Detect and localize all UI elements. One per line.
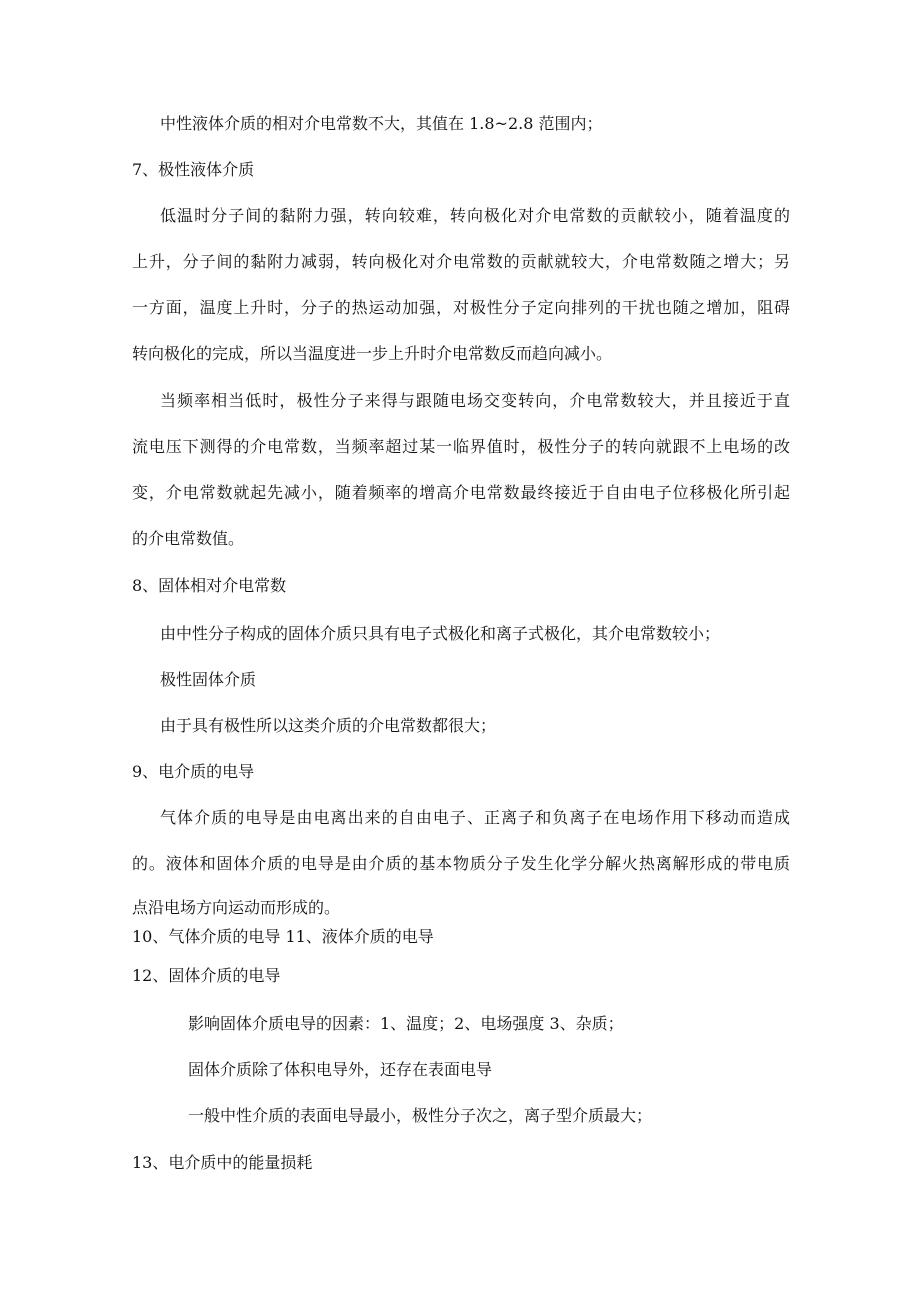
text-line: 转向极化的完成，所以当温度进一步上升时介电常数反而趋向减小。 [132, 344, 613, 363]
text-line: 变，介电常数就起先减小，随着频率的增高介电常数最终接近于自由电子位移极化所引起 [132, 483, 790, 502]
section-heading: 10、气体介质的电导 11、液体介质的电导 [132, 927, 434, 946]
section-heading: 8、固体相对介电常数 [132, 576, 287, 595]
text-line: 极性固体介质 [160, 670, 257, 689]
text-line: 点沿电场方向运动而形成的。 [132, 898, 341, 917]
text-line: 由于具有极性所以这类介质的介电常数都很大； [160, 716, 497, 735]
section-heading: 12、固体介质的电导 [132, 966, 281, 985]
text-line: 固体介质除了体积电导外，还存在表面电导 [188, 1060, 493, 1079]
section-heading: 13、电介质中的能量损耗 [132, 1153, 313, 1172]
text-line: 低温时分子间的黏附力强，转向较难，转向极化对介电常数的贡献较小，随着温度的 [160, 206, 790, 225]
section-heading: 9、电介质的电导 [132, 762, 255, 781]
text-line: 中性液体介质的相对介电常数不大，其值在 1.8~2.8 范围内； [160, 114, 603, 133]
text-line: 流电压下测得的介电常数，当频率超过某一临界值时，极性分子的转向就跟不上电场的改 [132, 437, 790, 456]
text-line: 当频率相当低时，极性分子来得与跟随电场交变转向，介电常数较大，并且接近于直 [160, 391, 790, 410]
text-line: 由中性分子构成的固体介质只具有电子式极化和离子式极化，其介电常数较小； [160, 624, 721, 643]
text-line: 影响固体介质电导的因素：1、温度；2、电场强度 3、杂质； [188, 1014, 624, 1033]
text-line: 的介电常数值。 [132, 529, 245, 548]
text-line: 的。液体和固体介质的电导是由介质的基本物质分子发生化学分解火热离解形成的带电质 [132, 854, 790, 873]
section-heading: 7、极性液体介质 [132, 160, 255, 179]
text-line: 上升，分子间的黏附力减弱，转向极化对介电常数的贡献就较大，介电常数随之增大；另 [132, 252, 790, 271]
text-line: 一般中性介质的表面电导最小，极性分子次之，离子型介质最大； [188, 1106, 653, 1125]
text-line: 一方面，温度上升时，分子的热运动加强，对极性分子定向排列的干扰也随之增加，阻碍 [132, 298, 790, 317]
text-line: 气体介质的电导是由电离出来的自由电子、正离子和负离子在电场作用下移动而造成 [160, 808, 790, 827]
